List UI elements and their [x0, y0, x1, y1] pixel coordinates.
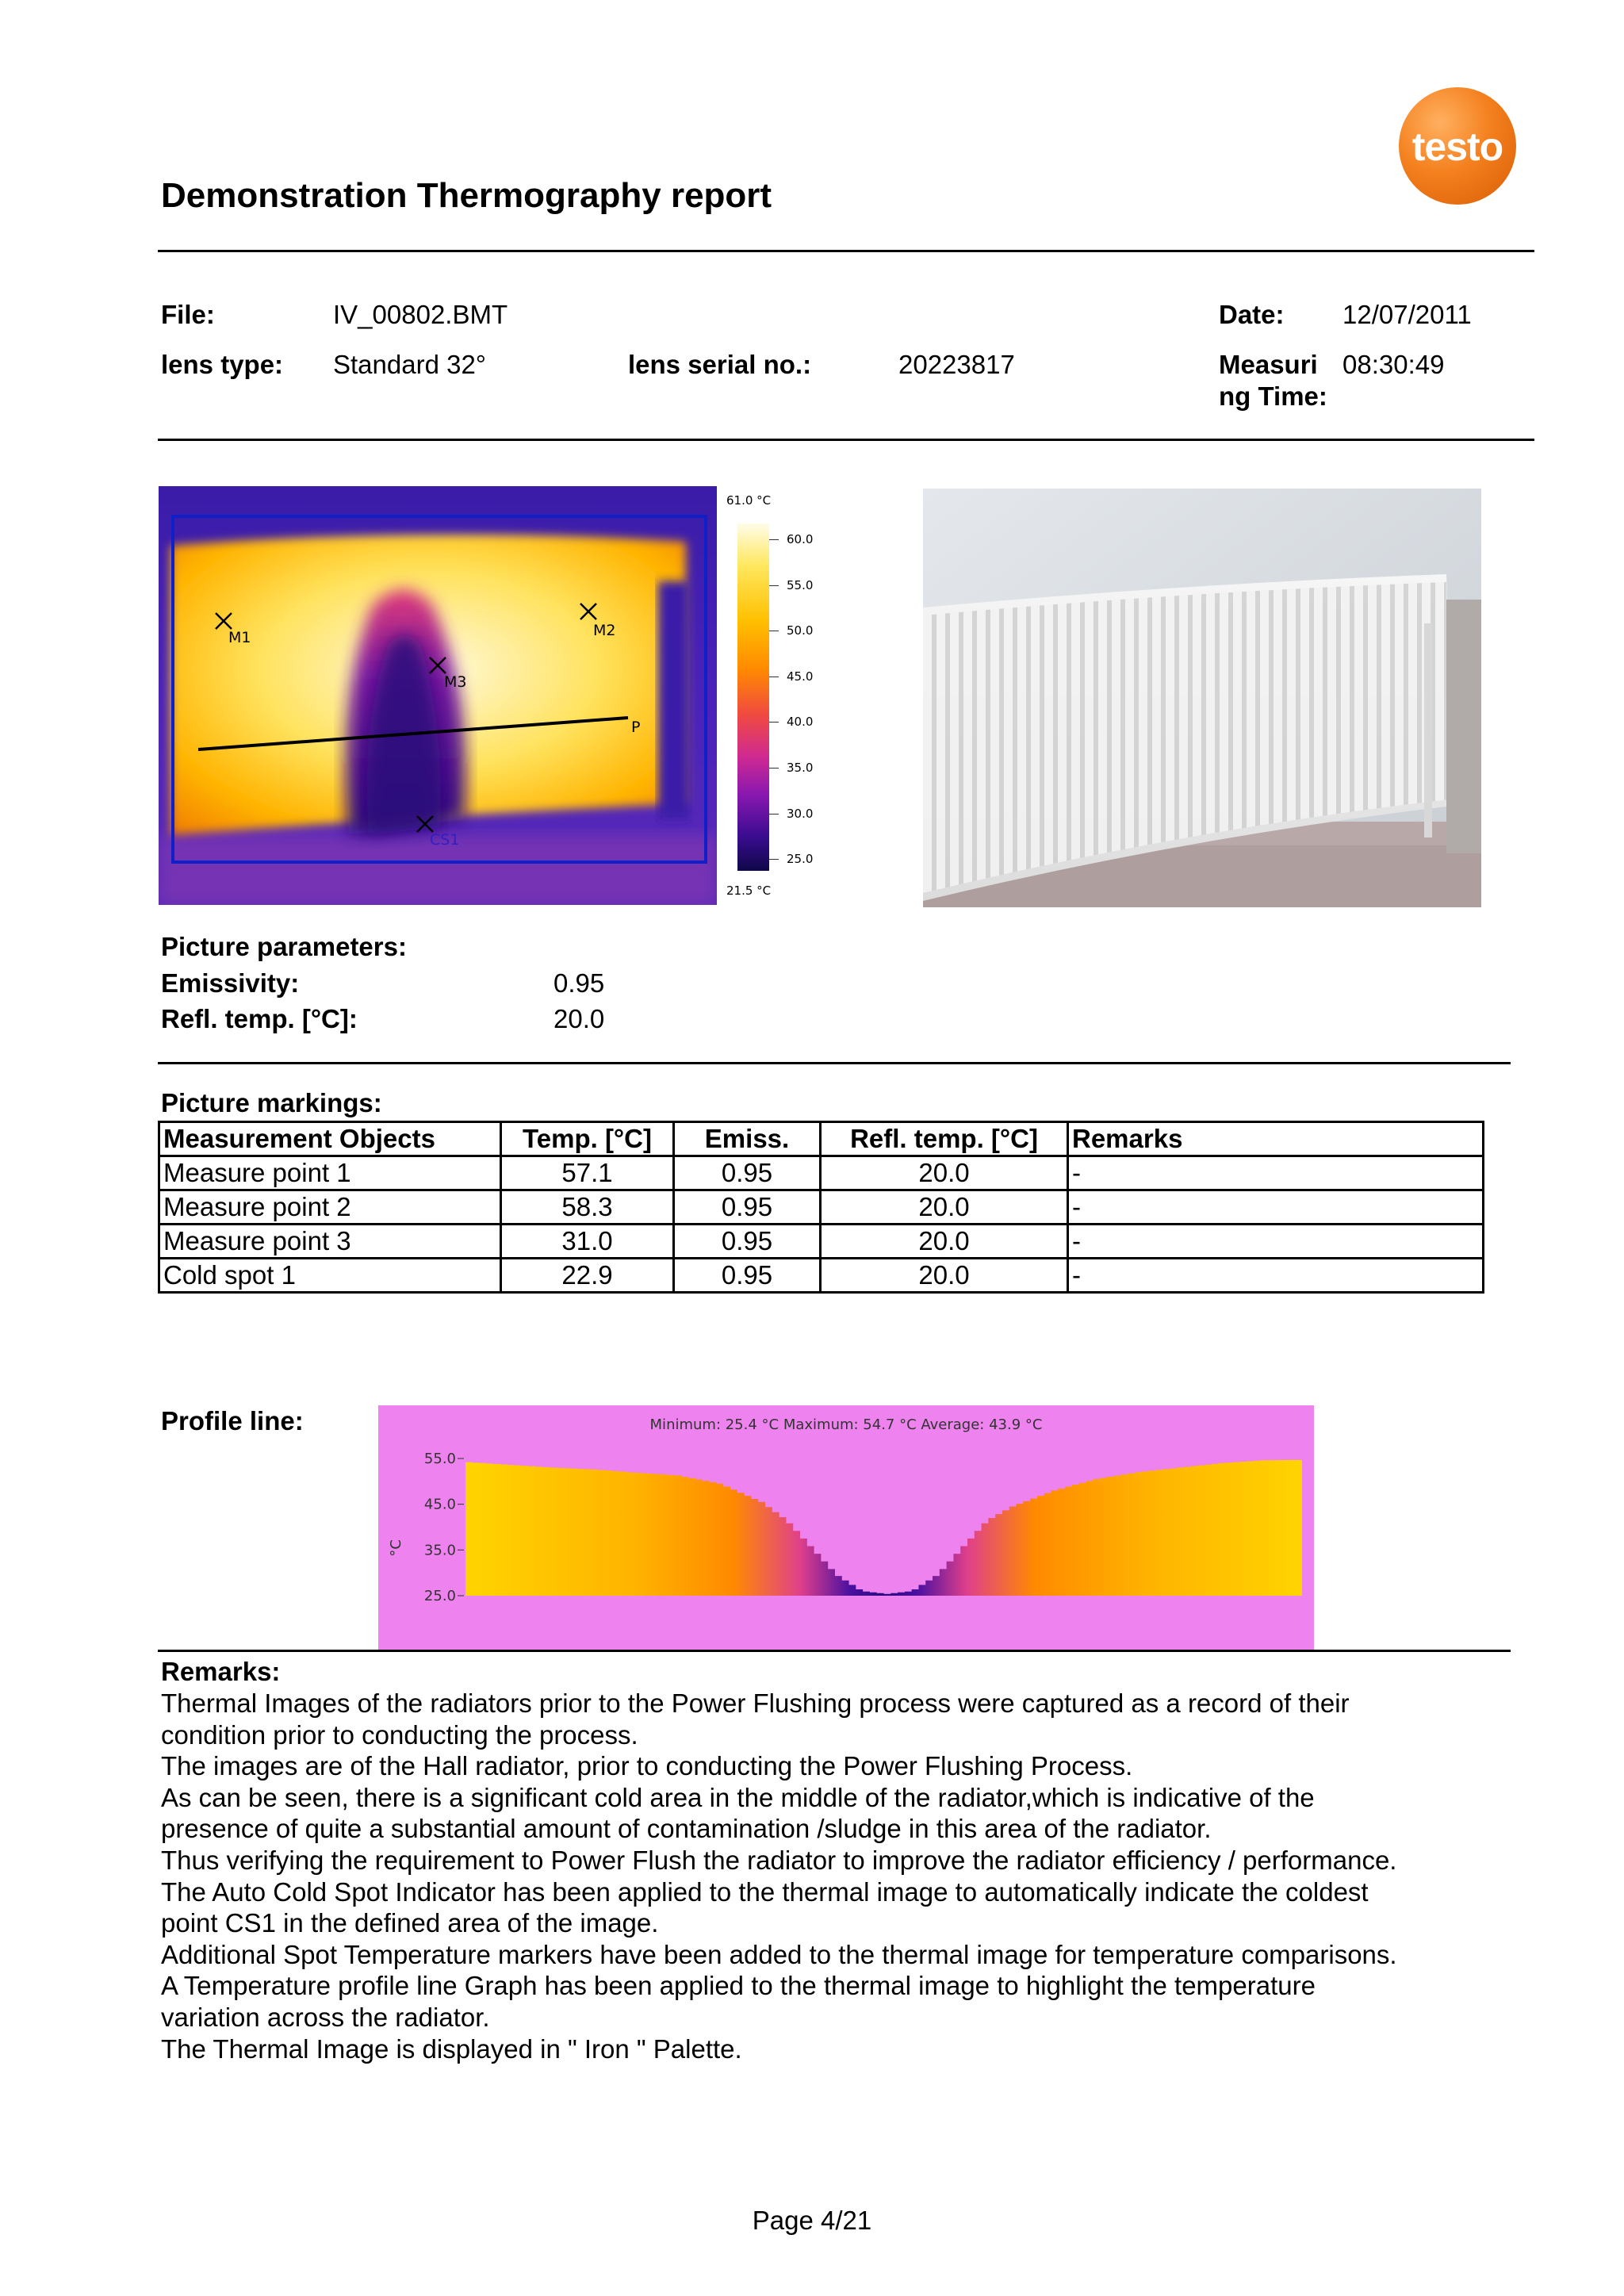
remarks-line: variation across the radiator.: [161, 2003, 490, 2032]
cell-remarks: -: [1068, 1225, 1484, 1259]
marker-m2: M2: [593, 622, 616, 639]
col-measurement-objects: Measurement Objects: [159, 1122, 501, 1156]
remarks-line: A Temperature profile line Graph has been applied to the thermal image to highlight the temperature: [161, 1971, 1316, 2001]
cell-emiss: 0.95: [674, 1259, 821, 1293]
radiator-photo: [923, 489, 1481, 907]
cell-object: Measure point 2: [159, 1190, 501, 1225]
marker-m1: M1: [228, 629, 251, 646]
cell-object: Measure point 1: [159, 1156, 501, 1190]
table-row: [159, 1259, 1484, 1293]
cell-emiss: 0.95: [674, 1225, 821, 1259]
profile-summary: Minimum: 25.4 °C Maximum: 54.7 °C Average: 43.9 °C: [649, 1416, 1043, 1433]
testo-logo: [1399, 87, 1516, 205]
scale-tick-mark: [769, 722, 779, 723]
scale-tick-label: 45.0: [787, 669, 814, 684]
cell-remarks: -: [1068, 1156, 1484, 1190]
cell-remarks: -: [1068, 1190, 1484, 1225]
cell-refl: 20.0: [821, 1259, 1068, 1293]
scale-tick-label: 60.0: [787, 532, 814, 546]
remarks-line: The images are of the Hall radiator, prior to conducting the Power Flushing Process.: [161, 1751, 1133, 1781]
table-row: [159, 1156, 1484, 1190]
lens-type-value: Standard 32°: [333, 350, 487, 379]
cell-temp: 57.1: [501, 1156, 674, 1190]
lens-serial-value: 20223817: [898, 350, 1015, 379]
info-divider: [158, 439, 1534, 441]
time-label-line1: Measuri: [1219, 350, 1318, 379]
lens-serial-label: lens serial no.:: [628, 350, 812, 379]
refl-temp-value: 20.0: [553, 1004, 605, 1033]
scale-tick-label: 25.0: [787, 852, 814, 867]
remarks-line: Additional Spot Temperature markers have been added to the thermal image for temperature comparisons.: [161, 1939, 1397, 1969]
marker-cs1: CS1: [430, 831, 460, 849]
cell-object: Cold spot 1: [159, 1259, 501, 1293]
emissivity-value: 0.95: [553, 968, 605, 998]
profile-ylabel: °C: [388, 1539, 404, 1557]
scale-tick-mark: [769, 814, 779, 815]
scale-tick-label: 55.0: [787, 577, 814, 592]
file-label: File:: [161, 300, 215, 329]
picture-parameters-heading: Picture parameters:: [161, 932, 407, 961]
cell-refl: 20.0: [821, 1225, 1068, 1259]
table-row: [159, 1225, 1484, 1259]
col-remarks: Remarks: [1068, 1122, 1484, 1156]
page-number: Page 4/21: [752, 2206, 872, 2235]
cell-temp: 22.9: [501, 1259, 674, 1293]
profile-y-tick-label: 25.0: [423, 1588, 456, 1604]
refl-temp-label: Refl. temp. [°C]:: [161, 1004, 358, 1033]
profile-chart: [378, 1405, 1314, 1651]
remarks-line: The Auto Cold Spot Indicator has been applied to the thermal image to automatically indicate the coldest: [161, 1876, 1369, 1907]
cell-remarks: -: [1068, 1259, 1484, 1293]
scale-min-label: 21.5 °C: [726, 884, 772, 898]
date-label: Date:: [1219, 300, 1285, 329]
lens-type-label: lens type:: [161, 350, 284, 379]
profile-line-heading: Profile line:: [161, 1406, 304, 1435]
scale-tick-mark: [769, 585, 779, 586]
cell-object: Measure point 3: [159, 1225, 501, 1259]
remarks-line: As can be seen, there is a significant cold area in the middle of the radiator,which is indicative of the: [161, 1782, 1315, 1812]
remarks-line: The Thermal Image is displayed in " Iron " Palette.: [161, 2033, 742, 2064]
markings-table: [158, 1121, 1484, 1294]
cell-emiss: 0.95: [674, 1156, 821, 1190]
scale-tick-label: 40.0: [787, 715, 814, 730]
table-header-row: [159, 1122, 1484, 1156]
scale-tick-mark: [769, 859, 779, 860]
file-value: IV_00802.BMT: [333, 300, 508, 329]
marker-p: P: [631, 719, 641, 736]
cell-refl: 20.0: [821, 1190, 1068, 1225]
profile-y-tick-label: 55.0: [423, 1451, 456, 1467]
cell-temp: 31.0: [501, 1225, 674, 1259]
scale-tick-mark: [769, 539, 779, 540]
emissivity-label: Emissivity:: [161, 968, 300, 998]
cell-refl: 20.0: [821, 1156, 1068, 1190]
time-value: 08:30:49: [1342, 350, 1445, 379]
cell-temp: 58.3: [501, 1190, 674, 1225]
header-divider: [158, 250, 1534, 252]
remarks-line: Thus verifying the requirement to Power Flush the radiator to improve the radiator efficiency / performance.: [161, 1846, 1397, 1875]
scale-tick-label: 30.0: [787, 806, 814, 821]
table-row: [159, 1190, 1484, 1225]
time-label: [1219, 349, 1327, 412]
marker-m3: M3: [444, 673, 467, 691]
page-title: Demonstration Thermography report: [161, 176, 772, 215]
date-value: 12/07/2011: [1342, 300, 1472, 329]
scale-ticks: [723, 490, 834, 903]
profile-y-tick-label: 35.0: [423, 1542, 456, 1559]
scale-tick-label: 35.0: [787, 761, 814, 775]
thermal-image: [159, 486, 717, 905]
remarks-line: Thermal Images of the radiators prior to the Power Flushing process were captured as a record of their: [161, 1688, 1350, 1718]
temperature-scale: [723, 490, 834, 903]
remarks-line: point CS1 in the defined area of the image.: [161, 1908, 659, 1938]
scale-tick-mark: [769, 768, 779, 769]
logo-text: testo: [1411, 125, 1503, 169]
cell-emiss: 0.95: [674, 1190, 821, 1225]
scale-tick-label: 50.0: [787, 623, 814, 638]
parameters-divider: [158, 1062, 1511, 1064]
remarks-line: condition prior to conducting the process.: [161, 1719, 638, 1750]
profile-y-tick-label: 45.0: [423, 1496, 456, 1513]
remarks-line: presence of quite a substantial amount of contamination /sludge in this area of the radiator.: [161, 1814, 1212, 1844]
col-temp: Temp. [°C]: [501, 1122, 674, 1156]
col-refl-temp: Refl. temp. [°C]: [821, 1122, 1068, 1156]
picture-markings-heading: Picture markings:: [161, 1088, 382, 1117]
time-label-line2: ng Time:: [1219, 381, 1327, 411]
profile-divider: [158, 1650, 1511, 1652]
col-emiss: Emiss.: [674, 1122, 821, 1156]
scale-max-label: 61.0 °C: [726, 493, 772, 508]
remarks-heading: Remarks:: [161, 1657, 281, 1686]
